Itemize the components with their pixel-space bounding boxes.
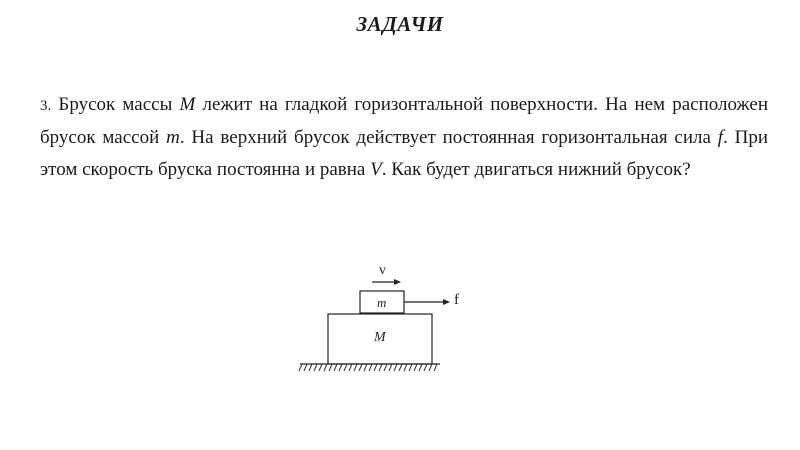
mass-M-var: M xyxy=(179,94,196,115)
force-f-var: f xyxy=(717,127,724,148)
ground-hatch-line xyxy=(409,364,412,371)
bottom-block-label: M xyxy=(374,330,386,345)
ground-hatch-line xyxy=(299,364,302,371)
ground-hatch-line xyxy=(349,364,352,371)
ground-hatch-line xyxy=(419,364,422,371)
velocity-label: v xyxy=(379,263,386,278)
ground-hatch-line xyxy=(394,364,397,371)
ground-hatch-line xyxy=(424,364,427,371)
ground-hatch-line xyxy=(374,364,377,371)
velocity-arrow xyxy=(372,279,401,285)
ground-hatch-line xyxy=(314,364,317,371)
ground-hatch-line xyxy=(344,364,347,371)
top-block-label: m xyxy=(377,295,387,310)
ground-hatch-line xyxy=(364,364,367,371)
problem-text-part-5: . Как будет двигаться нижний брусок? xyxy=(381,159,691,180)
problem-number: 3. xyxy=(40,98,52,114)
force-label: f xyxy=(454,292,459,308)
problem-text-part-2: лежит на гладкой горизонтальной поверхности. На нем расположен брусок массой xyxy=(40,94,768,148)
ground-hatch-line xyxy=(404,364,407,371)
ground-hatch-line xyxy=(319,364,322,371)
ground-hatch-line xyxy=(434,364,437,371)
ground-hatch-line xyxy=(429,364,432,371)
ground-hatch-line xyxy=(399,364,402,371)
force-arrow xyxy=(404,299,450,305)
ground-hatch-line xyxy=(339,364,342,371)
ground-hatch-line xyxy=(329,364,332,371)
blocks-diagram xyxy=(290,258,490,378)
problem-text xyxy=(40,89,768,186)
problem-text-part-4: . При этом скорость бруска постоянна и равна xyxy=(40,127,769,180)
problem-text-part-3: . На верхний брусок действует постоянная горизонтальная сила xyxy=(179,127,711,148)
ground-hatch-line xyxy=(309,364,312,371)
problem-text-part-1: Брусок массы xyxy=(58,94,173,115)
ground-hatch-line xyxy=(414,364,417,371)
ground-hatch-line xyxy=(334,364,337,371)
ground-surface xyxy=(299,364,440,371)
ground-hatch-line xyxy=(369,364,372,371)
mass-m-var: m xyxy=(166,127,180,148)
ground-hatch-line xyxy=(379,364,382,371)
ground-hatch-line xyxy=(359,364,362,371)
ground-hatch-line xyxy=(354,364,357,371)
velocity-V-var: V xyxy=(370,159,382,180)
ground-hatch-line xyxy=(384,364,387,371)
ground-hatch-line xyxy=(304,364,307,371)
ground-hatch-line xyxy=(324,364,327,371)
ground-hatch-line xyxy=(389,364,392,371)
page-title: ЗАДАЧИ xyxy=(356,12,444,36)
